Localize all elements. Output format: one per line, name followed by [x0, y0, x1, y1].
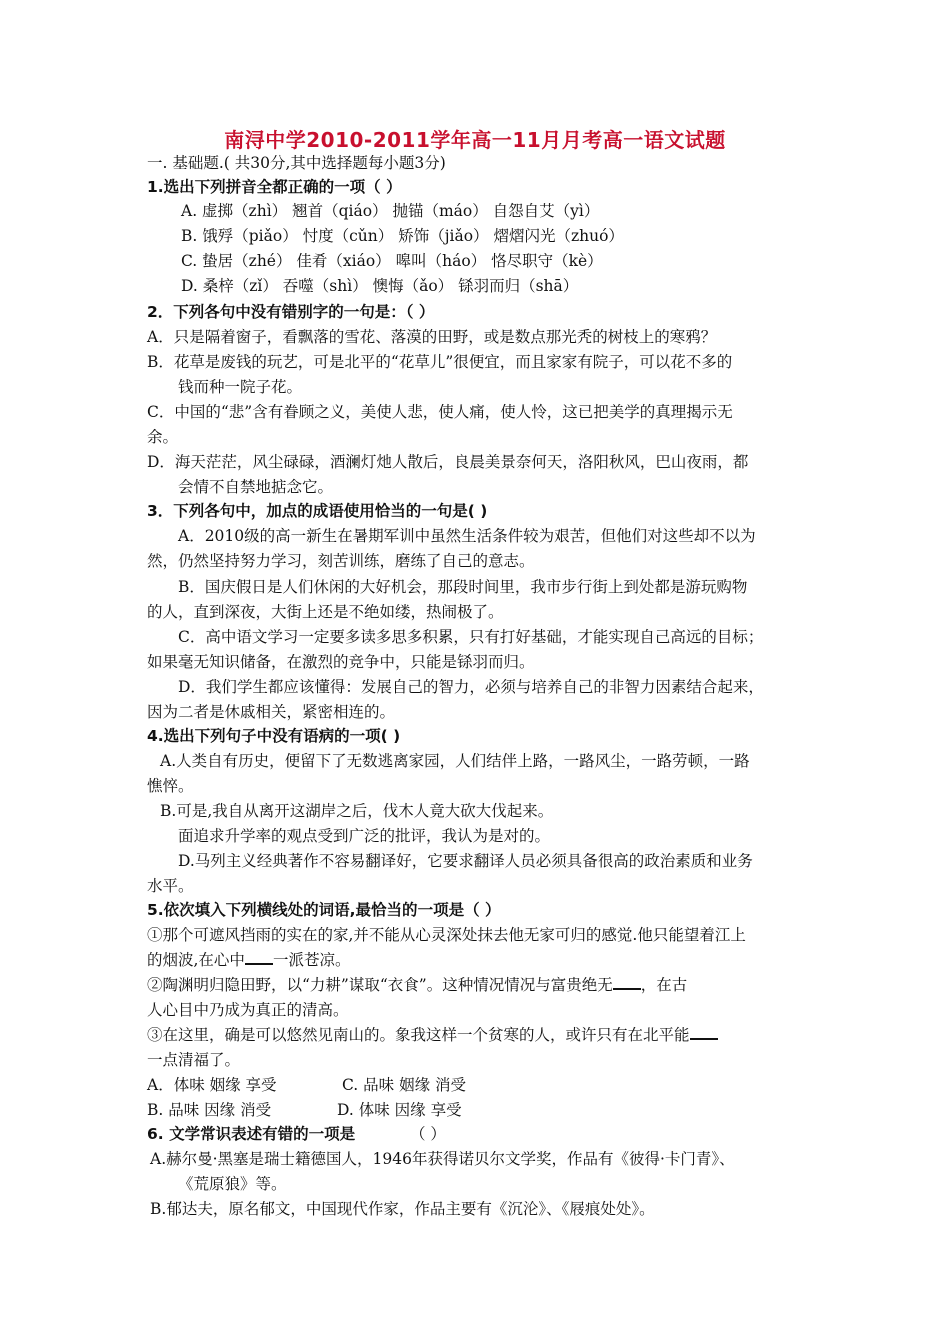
answer-blank[interactable] [245, 963, 273, 965]
answer-blank[interactable] [613, 988, 641, 990]
q5-option-a: A．体味 姻缘 享受 [147, 1076, 277, 1094]
question-3: 3．下列各句中，加点的成语使用恰当的一句是( ) [147, 502, 488, 520]
q6-answer-bracket: （ ） [410, 1125, 446, 1143]
q3-option-c-cont: 如果毫无知识储备，在激烈的竞争中，只能是铩羽而归。 [147, 653, 535, 671]
q2-option-b: B．花草是废钱的玩艺，可是北平的“花草儿”很便宜，而且家家有院子，可以花不多的 [147, 353, 733, 371]
q4-option-b: B.可是,我自从离开这湖岸之后，伐木人竟大砍大伐起来。 [160, 802, 554, 820]
q3-option-a-cont: 然，仍然坚持努力学习，刻苦训练，磨练了自己的意志。 [147, 552, 535, 570]
q1-option-d: D. 桑梓（zǐ） 吞噬（shì） 懊悔（ǎo） 铩羽而归（shā） [181, 277, 579, 295]
q3-option-c: C．高中语文学习一定要多读多思多积累，只有打好基础，才能实现自己高远的目标； [178, 628, 764, 646]
question-1: 1.选出下列拼音全都正确的一项（ ） [147, 178, 402, 196]
q1-option-b: B. 饿殍（piǎo） 忖度（cǔn） 矫饰（jiǎo） 熠熠闪光（zhuó） [181, 227, 624, 245]
q3-option-a: A．2010级的高一新生在暑期军训中虽然生活条件较为艰苦，但他们对这些却不以为 [178, 527, 756, 545]
q4-option-a-cont: 憔悴。 [147, 777, 194, 795]
question-2: 2．下列各句中没有错别字的一句是：（ ） [147, 303, 435, 321]
q4-option-d-cont: 水平。 [147, 877, 194, 895]
question-6: 6. 文学常识表述有错的一项是 [147, 1125, 356, 1143]
q5-sentence-2 [147, 974, 687, 998]
q5-option-c: C. 品味 姻缘 消受 [342, 1076, 467, 1094]
q3-option-b: B．国庆假日是人们休闲的大好机会，那段时间里，我市步行街上到处都是游玩购物 [178, 578, 748, 596]
q5-s2-text-end: ，在古 [640, 976, 688, 994]
q2-option-c: C．中国的“悲”含有眷顾之义，美使人悲，使人痛，使人怜，这已把美学的真理揭示无 [147, 403, 733, 421]
q5-s1-text: 的烟波,在心中 [147, 951, 245, 969]
q4-option-d: D.马列主义经典著作不容易翻译好，它要求翻译人员必须具备很高的政治素质和业务 [178, 852, 753, 870]
q1-option-c: C. 蛰居（zhé） 佳肴（xiáo） 嗥叫（háo） 恪尽职守（kè） [181, 252, 603, 270]
question-5: 5.依次填入下列横线处的词语,最恰当的一项是（ ） [147, 901, 501, 919]
q3-option-b-cont: 的人，直到深夜，大街上还是不绝如缕，热闹极了。 [147, 603, 504, 621]
q5-s2-text: ②陶渊明归隐田野，以“力耕”谋取“衣食”。这种情况情况与富贵绝无 [147, 976, 613, 994]
q2-option-d-cont: 会情不自禁地掂念它。 [178, 478, 334, 496]
q2-option-d: D．海天茫茫，风尘碌碌，酒澜灯灺人散后，良晨美景奈何天，洛阳秋风，巴山夜雨，都 [147, 453, 749, 471]
q2-option-c-cont: 余。 [147, 428, 179, 446]
q2-option-b-cont: 钱而种一院子花。 [178, 378, 303, 396]
q3-option-d-cont: 因为二者是休戚相关，紧密相连的。 [147, 703, 396, 721]
q6-option-b: B.郁达夫，原名郁文，中国现代作家，作品主要有《沉沦》、《屐痕处处》。 [150, 1200, 655, 1218]
q4-option-c: 面追求升学率的观点受到广泛的批评，我认为是对的。 [178, 827, 551, 845]
q5-s1-text-end: 一派苍凉。 [272, 951, 351, 969]
section-heading: 一. 基础题.( 共30分,其中选择题每小题3分) [147, 154, 446, 172]
q6-option-a: A.赫尔曼·黑塞是瑞士籍德国人，1946年获得诺贝尔文学奖，作品有《彼得·卡门青》、 [150, 1150, 735, 1168]
q5-sentence-2-cont: 人心目中乃成为真正的清高。 [147, 1001, 349, 1019]
q1-option-a: A. 虚掷（zhì） 翘首（qiáo） 抛锚（máo） 自怨自艾（yì） [181, 202, 600, 220]
q5-sentence-3-cont: 一点清福了。 [147, 1051, 241, 1069]
q5-option-b: B. 品味 因缘 消受 [147, 1101, 272, 1119]
q5-sentence-1-cont [147, 949, 350, 973]
q5-option-d: D. 体味 因缘 享受 [337, 1101, 462, 1119]
q5-s3-text: ③在这里，确是可以悠然见南山的。象我这样一个贫寒的人，或许只有在北平能 [147, 1026, 690, 1044]
q2-option-a: A．只是隔着窗子，看飘落的雪花、落漠的田野，或是数点那光秃的树枝上的寒鸦？ [147, 328, 717, 346]
page-title: 南浔中学2010-2011学年高一11月月考高一语文试题 [224, 128, 726, 152]
q6-option-a-cont: 《荒原狼》等。 [178, 1175, 287, 1193]
question-4: 4.选出下列句子中没有语病的一项( ) [147, 727, 401, 745]
q5-sentence-1: ①那个可遮风挡雨的实在的家,并不能从心灵深处抹去他无家可归的感觉.他只能望着江上 [147, 926, 746, 944]
q5-sentence-3 [147, 1024, 718, 1048]
answer-blank[interactable] [690, 1038, 718, 1040]
q4-option-a: A.人类自有历史，便留下了无数逃离家园，人们结伴上路，一路风尘，一路劳顿，一路 [160, 752, 750, 770]
q3-option-d: D．我们学生都应该懂得：发展自己的智力，必须与培养自己的非智力因素结合起来， [178, 678, 764, 696]
